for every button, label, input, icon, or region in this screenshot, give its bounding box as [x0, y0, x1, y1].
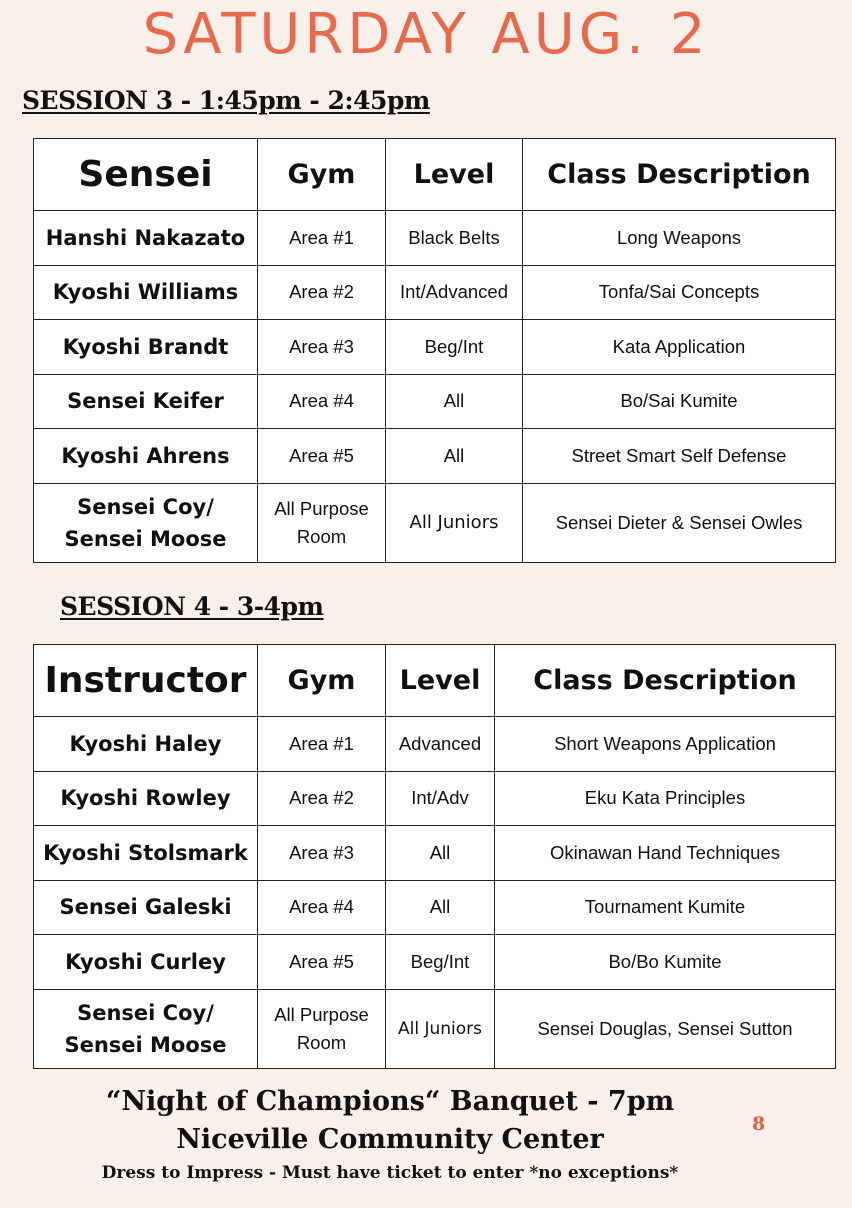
gym-cell: Area #3: [258, 826, 386, 881]
table-row: [34, 265, 836, 320]
column-header-level: Level: [386, 645, 495, 717]
table-row: [34, 989, 836, 1068]
instructor-cell: Kyoshi Curley: [34, 935, 258, 990]
description-cell: Sensei Dieter & Sensei Owles: [523, 483, 836, 562]
sensei-cell: Hanshi Nakazato: [34, 211, 258, 266]
description-cell: Tonfa/Sai Concepts: [523, 265, 836, 320]
gym-cell: Area #1: [258, 211, 386, 266]
sensei-line-2: Sensei Moose: [64, 526, 227, 551]
description-cell: Street Smart Self Defense: [523, 429, 836, 484]
description-cell: Bo/Bo Kumite: [495, 935, 836, 990]
gym-cell: Area #2: [258, 265, 386, 320]
level-cell: All Juniors: [386, 483, 523, 562]
gym-cell: Area #5: [258, 429, 386, 484]
page-title: SATURDAY AUG. 2: [142, 2, 710, 67]
table-row: [34, 717, 836, 772]
session-4-table: [33, 644, 836, 1069]
level-cell: All: [386, 880, 495, 935]
description-cell: Bo/Sai Kumite: [523, 374, 836, 429]
table-row: [34, 429, 836, 484]
table-row: [34, 320, 836, 375]
level-cell: All: [386, 826, 495, 881]
sensei-cell: Kyoshi Brandt: [34, 320, 258, 375]
table-row: [34, 880, 836, 935]
level-cell: Int/Advanced: [386, 265, 523, 320]
description-cell: Sensei Douglas, Sensei Sutton: [495, 989, 836, 1068]
level-cell: All: [386, 374, 523, 429]
sensei-cell: Kyoshi Ahrens: [34, 429, 258, 484]
description-cell: Long Weapons: [523, 211, 836, 266]
column-header-sensei: Sensei: [34, 139, 258, 211]
gym-cell: Area #2: [258, 771, 386, 826]
level-cell: Int/Adv: [386, 771, 495, 826]
gym-cell: Area #3: [258, 320, 386, 375]
sensei-cell: Sensei Keifer: [34, 374, 258, 429]
sensei-line-1: Sensei Coy/: [77, 494, 214, 519]
column-header-level: Level: [386, 139, 523, 211]
table-row: [34, 826, 836, 881]
level-cell: All: [386, 429, 523, 484]
column-header-gym: Gym: [258, 645, 386, 717]
instructor-cell: Kyoshi Rowley: [34, 771, 258, 826]
instructor-cell: Kyoshi Stolsmark: [34, 826, 258, 881]
session-4-heading: SESSION 4 - 3-4pm: [60, 592, 324, 621]
banquet-title: “Night of Champions“ Banquet - 7pm: [105, 1086, 675, 1117]
sensei-cell: [34, 483, 258, 562]
description-cell: Kata Application: [523, 320, 836, 375]
table-row: [34, 771, 836, 826]
table-row: [34, 935, 836, 990]
gym-line-2: Room: [296, 525, 347, 547]
instructor-cell: [34, 989, 258, 1068]
banquet-dress-note: Dress to Impress - Must have ticket to enter *no exceptions*: [101, 1163, 679, 1183]
instructor-cell: Sensei Galeski: [34, 880, 258, 935]
gym-line-2: Room: [296, 1031, 347, 1053]
description-cell: Short Weapons Application: [495, 717, 836, 772]
session-3-table: [33, 138, 836, 563]
column-header-description: Class Description: [495, 645, 836, 717]
instructor-line-1: Sensei Coy/: [77, 1000, 214, 1025]
table-row: [34, 374, 836, 429]
session-3-heading: SESSION 3 - 1:45pm - 2:45pm: [22, 86, 430, 115]
gym-cell: Area #5: [258, 935, 386, 990]
gym-cell: [258, 989, 386, 1068]
description-cell: Okinawan Hand Techniques: [495, 826, 836, 881]
table-header-row: [34, 139, 836, 211]
description-cell: Tournament Kumite: [495, 880, 836, 935]
page-number: 8: [752, 1113, 766, 1135]
gym-cell: Area #4: [258, 374, 386, 429]
gym-line-1: All Purpose: [274, 1003, 369, 1025]
gym-line-1: All Purpose: [274, 497, 369, 519]
column-header-instructor: Instructor: [34, 645, 258, 717]
level-cell: Beg/Int: [386, 320, 523, 375]
level-cell: All Juniors: [386, 989, 495, 1068]
level-cell: Beg/Int: [386, 935, 495, 990]
description-cell: Eku Kata Principles: [495, 771, 836, 826]
table-header-row: [34, 645, 836, 717]
column-header-description: Class Description: [523, 139, 836, 211]
gym-cell: [258, 483, 386, 562]
table-row: [34, 483, 836, 562]
table-row: [34, 211, 836, 266]
gym-cell: Area #1: [258, 717, 386, 772]
gym-cell: Area #4: [258, 880, 386, 935]
level-cell: Black Belts: [386, 211, 523, 266]
level-cell: Advanced: [386, 717, 495, 772]
instructor-line-2: Sensei Moose: [64, 1032, 227, 1057]
instructor-cell: Kyoshi Haley: [34, 717, 258, 772]
sensei-cell: Kyoshi Williams: [34, 265, 258, 320]
banquet-location: Niceville Community Center: [176, 1124, 604, 1155]
column-header-gym: Gym: [258, 139, 386, 211]
